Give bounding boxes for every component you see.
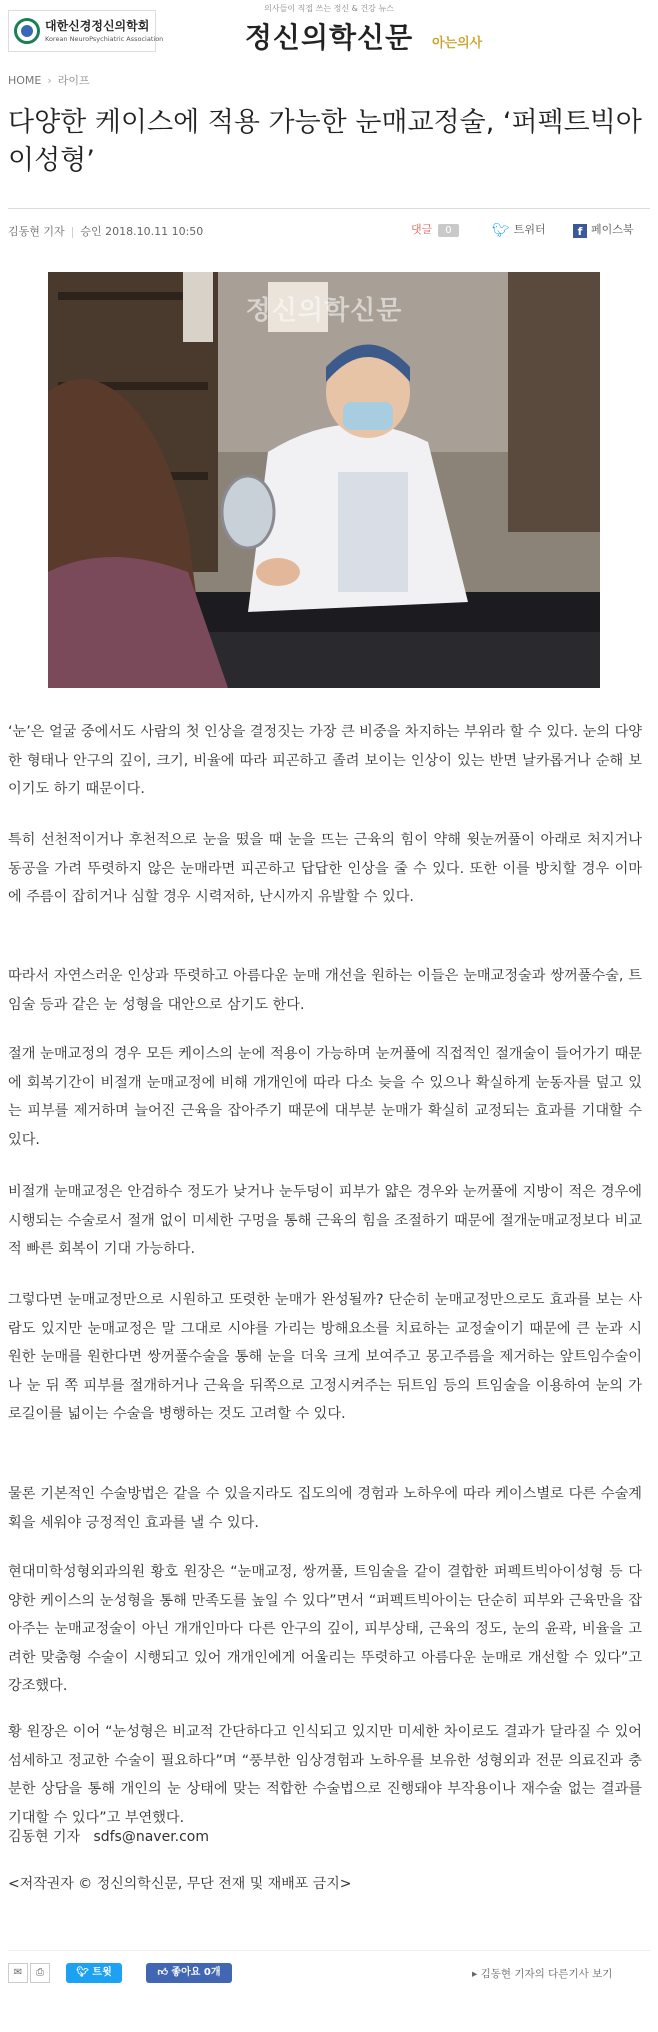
facebook-like-button[interactable] [146, 1963, 232, 1983]
logo-english: Korean NeuroPsychiatric Association [45, 35, 164, 43]
copyright-notice: <저작권자 © 정신의학신문, 무단 전재 및 재배포 금지> [8, 1876, 352, 1892]
tweet-button[interactable] [66, 1963, 122, 1983]
divider [8, 1950, 650, 1951]
article-paragraph: 비절개 눈매교정은 안검하수 정도가 낮거나 눈두덩이 피부가 얇은 경우와 눈꺼풀에 지방이 적은 경우에 시행되는 수술로서 절개 없이 미세한 구멍을 통해 근육의 힘을 조절하기 때문에 절개눈매교정보다 비교적 빠른 회복이 기대 가능하다. [8, 1184, 642, 1257]
article-photo-illustration [48, 272, 600, 688]
breadcrumb [8, 72, 90, 88]
facebook-share-button[interactable] [573, 221, 634, 238]
comment-label: 댓글 [411, 223, 433, 236]
logo-name: 대한신경정신의학회 [45, 19, 150, 33]
article-paragraph: 현대미학성형외과의원 황호 원장은 “눈매교정, 쌍꺼풀, 트임술을 같이 결합한 퍼펙트빅아이성형 등 다양한 케이스의 눈성형을 통해 만족도를 높일 수 있다”면서 “퍼펙트빅아이는 단순히 피부와 근육만을 잡아주는 눈매교정술이 아닌 개개인마다 다른 안구의 깊이, 피부상태, 근육의 정도, 눈의 윤곽, 비율을 고려한 맞춤형 수술이 시행되고 있어 개개인에게 어울리는 뚜렷하고 아름다운 눈매로 개선할 수 있다”고 강조했다. [8, 1564, 642, 1694]
thumbs-up-icon: 👍︎ [157, 1967, 168, 1978]
publish-date: 2018.10.11 10:50 [105, 225, 204, 238]
twitter-bird-icon: 🐦︎ [76, 1967, 89, 1978]
facebook-icon: f [573, 224, 587, 238]
byline-email[interactable]: sdfs@naver.com [93, 1829, 210, 1845]
breadcrumb-home[interactable]: HOME [8, 74, 42, 87]
breadcrumb-section[interactable]: 라이프 [57, 74, 90, 87]
divider: | [70, 225, 75, 238]
article-paragraph: 물론 기본적인 수술방법은 같을 수 있을지라도 집도의에 경험과 노하우에 따라 케이스별로 다른 수술계획을 세워야 긍정적인 효과를 낼 수 있다. [8, 1486, 642, 1531]
facebook-label: 페이스북 [591, 223, 634, 236]
masthead-logo[interactable]: 정신의학신문 [244, 21, 414, 54]
more-articles-label: 김동현 기자의 다른기사 보기 [480, 1968, 613, 1980]
print-icon: ⎙ [36, 1967, 44, 1978]
site-header [0, 0, 658, 56]
mail-icon: ✉ [13, 1967, 23, 1978]
twitter-icon: 🐦︎ [492, 223, 510, 239]
article-meta [8, 223, 203, 239]
twitter-label: 트위터 [513, 223, 546, 236]
email-button[interactable] [8, 1963, 28, 1983]
article-title: 다양한 케이스에 적용 가능한 눈매교정술, ‘퍼펙트빅아이성형’ [8, 107, 642, 176]
photo-watermark: 정신의학신문 [245, 296, 403, 326]
reporter-name: 김동현 기자 [8, 225, 65, 238]
tweet-label: 트윗 [92, 1967, 112, 1978]
byline [8, 1826, 209, 1846]
more-articles-link[interactable] [472, 1966, 612, 1981]
byline-name: 김동현 기자 [8, 1829, 81, 1845]
tagline: 의사들이 직접 쓰는 정신 & 건강 뉴스 [264, 4, 394, 13]
article-paragraph: 황 원장은 이어 “눈성형은 비교적 간단하다고 인식되고 있지만 미세한 차이로도 결과가 달라질 수 있어 섬세하고 정교한 수술이 필요하다”며 “풍부한 임상경험과 노하우를 보유한 성형외과 전문 의료진과 충분한 상담을 통해 개인의 눈 상태에 맞는 적합한 수술법으로 진행돼야 부작용이나 재수술 없는 결과를 기대할 수 있다”고 부연했다. [8, 1724, 642, 1826]
article-paragraph: ‘눈’은 얼굴 중에서도 사람의 첫 인상을 결정짓는 가장 큰 비중을 차지하는 부위라 할 수 있다. 눈의 다양한 형태나 안구의 깊이, 크기, 비율에 따라 피곤하고 졸려 보이는 인상이 있는 반면 날카롭거나 순해 보이기도 하기 때문이다. [8, 724, 642, 797]
twitter-share-button[interactable] [492, 221, 546, 239]
article-paragraph: 따라서 자연스러운 인상과 뚜렷하고 아름다운 눈매 개선을 원하는 이들은 눈매교정술과 쌍꺼풀수술, 트임술 등과 같은 눈 성형을 대안으로 삼기도 한다. [8, 968, 642, 1013]
divider [8, 208, 650, 209]
side-brand-logo[interactable]: 아는의사 [432, 36, 483, 51]
article-paragraph: 그렇다면 눈매교정만으로 시원하고 또렷한 눈매가 완성될까? 단순히 눈매교정만으로도 효과를 보는 사람도 있지만 눈매교정은 말 그대로 시야를 가리는 방해요소를 치료하는 교정술이기 때문에 큰 눈과 시원한 눈매를 원한다면 쌍꺼풀수술을 통해 눈을 더욱 크게 보여주고 몽고주름을 제거하는 앞트임수술이나 눈 뒤 쪽 피부를 절개하거나 근육을 뒤쪽으로 고정시켜주는 뒤트임 등의 트임술을 이용하여 눈의 가로길이를 넓이는 수술을 병행하는 것도 고려할 수 있다. [8, 1292, 642, 1422]
print-button[interactable] [30, 1963, 50, 1983]
comment-button[interactable] [411, 221, 459, 237]
caret-right-icon: ▸ [472, 1968, 478, 1980]
article-paragraph: 절개 눈매교정의 경우 모든 케이스의 눈에 적용이 가능하며 눈꺼풀에 직접적인 절개술이 들어가기 때문에 회복기간이 비절개 눈매교정에 비해 개개인에 따라 다소 늦을 수 있으나 확실하게 눈동자를 덮고 있는 피부를 제거하며 늘어진 근육을 잡아주기 때문에 대부분 눈매가 확실히 교정되는 효과를 기대할 수 있다. [8, 1046, 642, 1148]
comment-count: 0 [438, 224, 458, 237]
article-photo [48, 272, 600, 688]
article-paragraph: 특히 선천적이거나 후천적으로 눈을 떴을 때 눈을 뜨는 근육의 힘이 약해 윗눈꺼풀이 아래로 처지거나 동공을 가려 뚜렷하지 않은 눈매라면 피곤하고 답답한 인상을 줄 수 있다. 또한 이를 방치할 경우 이마에 주름이 잡히거나 심할 경우 시력저하, 난시까지 유발할 수 있다. [8, 832, 642, 905]
chevron-right-icon: › [47, 74, 52, 87]
like-label: 좋아요 0개 [171, 1967, 221, 1978]
approved-label: 승인 [80, 225, 102, 238]
